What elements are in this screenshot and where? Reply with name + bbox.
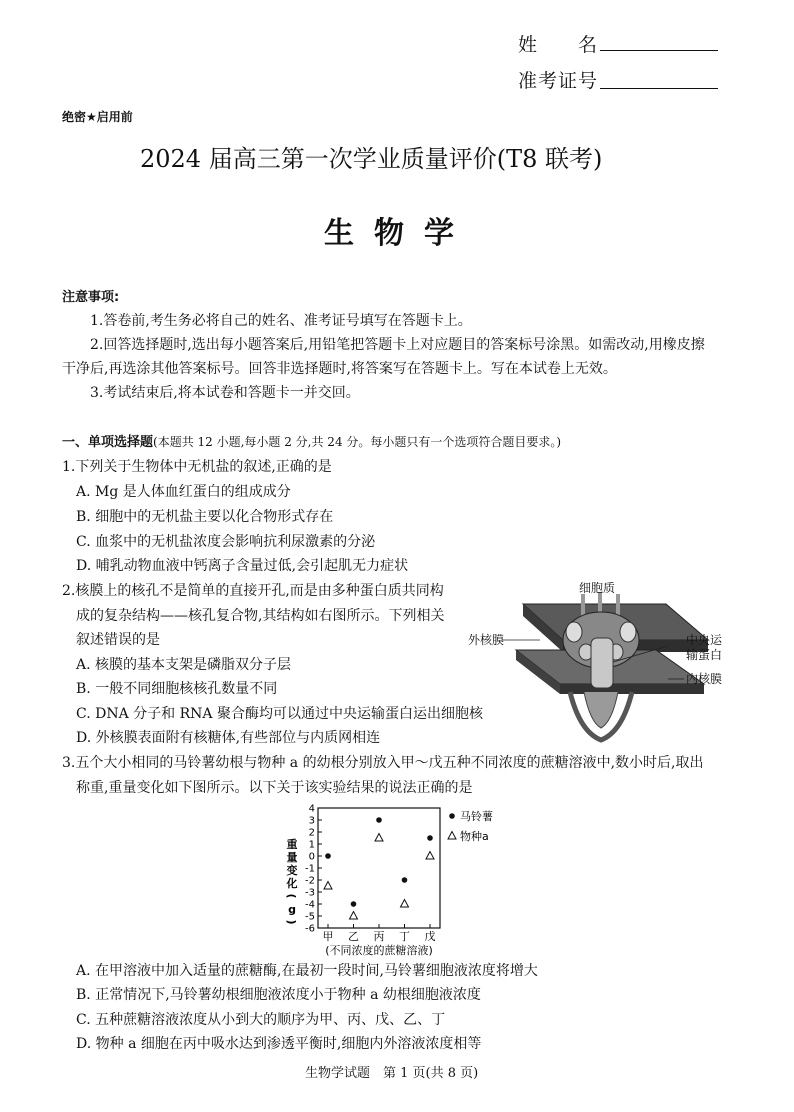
y-tick-label: -1	[305, 863, 315, 875]
option-b: B. 细胞中的无机盐主要以化合物形式存在	[76, 509, 334, 525]
y-tick-label: 1	[308, 839, 315, 851]
option-c: C. 五种蔗糖溶液浓度从小到大的顺序为甲、丙、戊、乙、丁	[76, 1012, 446, 1028]
note-item: 1.答卷前,考生务必将自己的姓名、准考证号填写在答题卡上。	[90, 313, 472, 329]
y-axis-label-char: 重	[286, 838, 298, 851]
legend-label: 物种a	[460, 830, 489, 843]
legend-potato-marker	[449, 813, 455, 819]
potato-point	[402, 877, 408, 883]
page-footer: 生物学试题 第 1 页(共 8 页)	[305, 1066, 479, 1081]
y-tick-label: 4	[308, 803, 315, 815]
secret-mark: 绝密★启用前	[62, 110, 133, 124]
x-tick-label: 乙	[348, 930, 359, 943]
y-tick-label: 2	[308, 827, 315, 839]
option-d: D. 外核膜表面附有核糖体,有些部位与内质网相连	[76, 730, 381, 746]
y-tick-label: -4	[305, 899, 315, 911]
option-c: C. 血浆中的无机盐浓度会影响抗利尿激素的分泌	[76, 534, 376, 550]
potato-point	[325, 853, 331, 859]
option-c: C. DNA 分子和 RNA 聚合酶均可以通过中央运输蛋白运出细胞核	[76, 706, 483, 722]
x-tick-label: 甲	[322, 930, 334, 943]
y-tick-label: 0	[308, 851, 315, 863]
potato-point	[427, 835, 433, 841]
subject-title: 生物学	[324, 216, 474, 251]
species-a-point	[375, 834, 383, 842]
x-tick-label: 戊	[424, 930, 436, 943]
label-inner-membrane: 内核膜	[686, 672, 723, 686]
y-tick-label: -3	[305, 887, 315, 899]
option-a: A. 在甲溶液中加入适量的蔗糖酶,在最初一段时间,马铃薯细胞液浓度将增大	[76, 963, 538, 979]
y-axis-label-char: g	[288, 903, 296, 916]
exam-title: 2024 届高三第一次学业质量评价(T8 联考)	[140, 145, 603, 173]
label-central-transporter-2: 输蛋白	[686, 648, 723, 662]
y-axis-label-char: (	[285, 893, 298, 899]
note-item: 干净后,再选涂其他答案标号。回答非选择题时,将答案写在答题卡上。写在本试卷上无效。	[62, 361, 617, 377]
potato-point	[376, 817, 382, 823]
weight-change-chart	[280, 800, 520, 960]
y-tick-label: -6	[305, 923, 315, 935]
question-stem: 成的复杂结构——核孔复合物,其结构如右图所示。下列相关	[76, 608, 445, 624]
option-a: A. 核膜的基本支架是磷脂双分子层	[76, 657, 292, 673]
option-b: B. 一般不同细胞核核孔数量不同	[76, 681, 278, 697]
species-a-point	[426, 852, 434, 860]
x-axis-label: (不同浓度的蔗糖溶液)	[325, 944, 433, 957]
question-stem: 3.五个大小相同的马铃薯幼根与物种 a 的幼根分别放入甲～戊五种不同浓度的蔗糖溶液中,数小时后,取出	[62, 755, 704, 771]
exam-id-label: 准考证号	[518, 70, 599, 92]
note-item: 2.回答选择题时,选出每小题答案后,用铅笔把答题卡上对应题目的答案标号涂黑。如需改动,用橡皮擦	[90, 337, 705, 353]
species-a-point	[324, 882, 332, 890]
notes-heading: 注意事项:	[62, 290, 120, 305]
y-axis-label-char: 化	[286, 877, 298, 890]
plot-frame	[318, 808, 440, 928]
note-item: 3.考试结束后,将本试卷和答题卡一并交回。	[90, 385, 360, 401]
question-stem: 1.下列关于生物体中无机盐的叙述,正确的是	[62, 459, 332, 475]
y-tick-label: -2	[305, 875, 315, 887]
name-field[interactable]	[600, 50, 718, 51]
y-tick-label: 3	[308, 815, 315, 827]
legend-label: 马铃薯	[460, 810, 493, 823]
question-stem: 2.核膜上的核孔不是简单的直接开孔,而是由多种蛋白质共同构	[62, 583, 444, 599]
question-stem: 叙述错误的是	[76, 632, 160, 648]
option-b: B. 正常情况下,马铃薯幼根细胞液浓度小于物种 a 幼根细胞液浓度	[76, 987, 481, 1003]
option-d: D. 哺乳动物血液中钙离子含量过低,会引起肌无力症状	[76, 558, 409, 574]
nuclear-pore-diagram	[468, 582, 732, 754]
y-axis-label-char: 量	[286, 851, 298, 864]
section-title: 一、单项选择题	[62, 435, 154, 450]
option-d: D. 物种 a 细胞在丙中吸水达到渗透平衡时,细胞内外溶液浓度相等	[76, 1036, 482, 1052]
species-a-point	[350, 912, 358, 920]
label-outer-membrane: 外核膜	[468, 633, 505, 647]
label-cytoplasm: 细胞质	[579, 582, 616, 595]
x-tick-label: 丁	[399, 930, 410, 943]
section-desc: (本题共 12 小题,每小题 2 分,共 24 分。每小题只有一个选项符合题目要求。)	[153, 435, 562, 449]
y-tick-label: -5	[305, 911, 315, 923]
exam-id-field[interactable]	[600, 88, 718, 89]
name-label: 姓 名	[518, 34, 599, 56]
potato-point	[351, 901, 357, 907]
y-axis-label-char: )	[285, 919, 298, 925]
question-stem: 称重,重量变化如下图所示。以下关于该实验结果的说法正确的是	[76, 780, 473, 796]
species-a-point	[401, 900, 409, 908]
option-a: A. Mg 是人体血红蛋白的组成成分	[76, 484, 291, 500]
legend-species-a-marker	[448, 832, 456, 840]
y-axis-label-char: 变	[286, 864, 298, 877]
label-central-transporter-1: 中央运	[686, 633, 723, 647]
x-tick-label: 丙	[373, 930, 385, 943]
